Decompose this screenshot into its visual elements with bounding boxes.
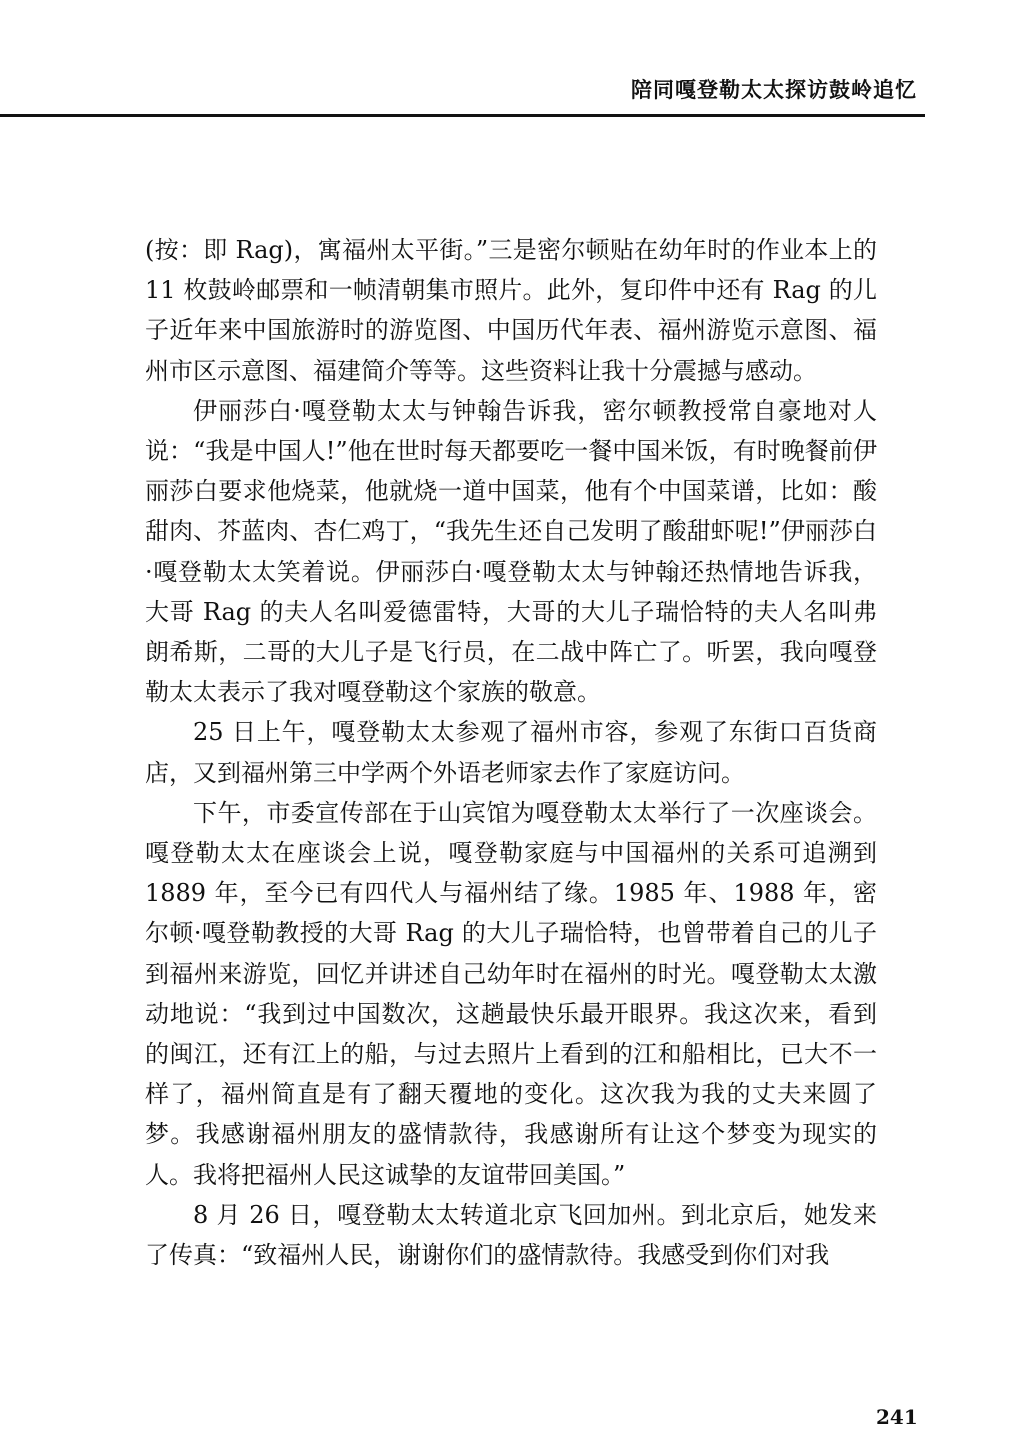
body-text [145,230,877,1275]
page-number: 241 [876,1405,918,1429]
paragraph: 下午，市委宣传部在于山宾馆为嘎登勒太太举行了一次座谈会。嘎登勒太太在座谈会上说，嘎登勒家庭与中国福州的关系可追溯到 1889 年，至今已有四代人与福州结了缘。1985 年、1988 年，密尔顿·嘎登勒教授的大哥 Rag 的大儿子瑞恰特，也曾带着自己的儿子到福州来游览，回忆并讲述自己幼年时在福州的时光。嘎登勒太太激动地说：“我到过中国数次，这趟最快乐最开眼界。我这次来，看到的闽江，还有江上的船，与过去照片上看到的江和船相比，已大不一样了，福州简直是有了翻天覆地的变化。这次我为我的丈夫来圆了梦。我感谢福州朋友的盛情款待，我感谢所有让这个梦变为现实的人。我将把福州人民这诚挚的友谊带回美国。” [145,798,877,1189]
running-head: 陪同嘎登勒太太探访鼓岭追忆 [631,77,917,102]
paragraph: (按：即 Rag)，寓福州太平街。”三是密尔顿贴在幼年时的作业本上的 11 枚鼓岭邮票和一帧清朝集市照片。此外，复印件中还有 Rag 的儿子近年来中国旅游时的游览图、中国历代年表、福州游览示意图、福州市区示意图、福建简介等等。这些资料让我十分震撼与感动。 [145,236,877,385]
paragraph: 25 日上午，嘎登勒太太参观了福州市容，参观了东街口百货商店，又到福州第三中学两个外语老师家去作了家庭访问。 [145,718,877,787]
paragraph: 8 月 26 日，嘎登勒太太转道北京飞回加州。到北京后，她发来了传真：“致福州人民，谢谢你们的盛情款待。我感受到你们对我 [145,1200,877,1270]
paragraph: 伊丽莎白·嘎登勒太太与钟翰告诉我，密尔顿教授常自豪地对人说：“我是中国人!”他在世时每天都要吃一餐中国米饭，有时晚餐前伊丽莎白要求他烧菜，他就烧一道中国菜，他有个中国菜谱，比如：酸甜肉、芥蓝肉、杏仁鸡丁，“我先生还自己发明了酸甜虾呢!”伊丽莎白·嘎登勒太太笑着说。伊丽莎白·嘎登勒太太与钟翰还热情地告诉我，大哥 Rag 的夫人名叫爱德雷特，大哥的大儿子瑞恰特的夫人名叫弗朗希斯，二哥的大儿子是飞行员，在二战中阵亡了。听罢，我向嘎登勒太太表示了我对嘎登勒这个家族的敬意。 [145,396,877,707]
header-rule [0,114,925,117]
